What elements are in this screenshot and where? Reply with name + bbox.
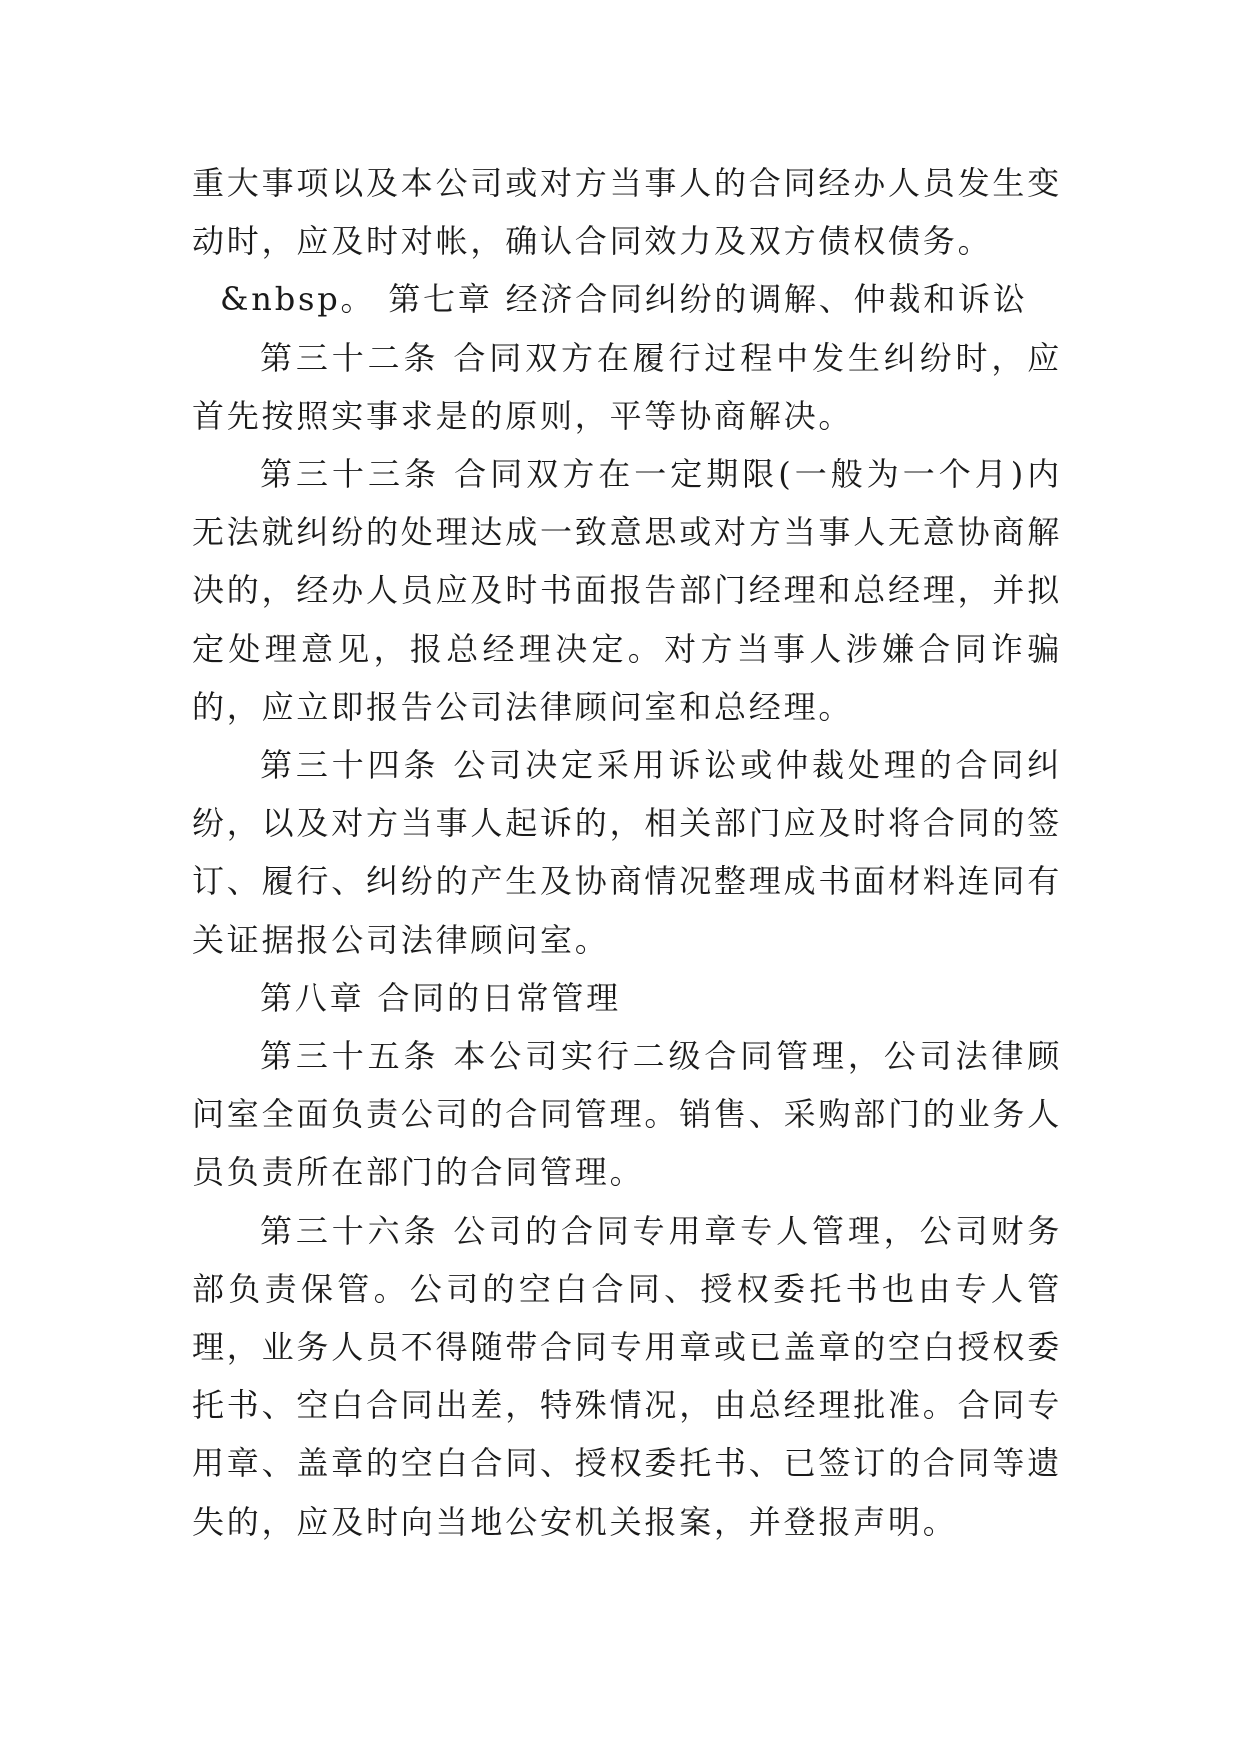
article-35: 第三十五条 本公司实行二级合同管理，公司法律顾问室全面负责公司的合同管理。销售、采购部门的业务人员负责所在部门的合同管理。 [192, 1037, 1063, 1192]
article-36: 第三十六条 公司的合同专用章专人管理，公司财务部负责保管。公司的空白合同、授权委托书也由专人管理，业务人员不得随带合同专用章或已盖章的空白授权委托书、空白合同出差，特殊情况，由总经理批准。合同专用章、盖章的空白合同、授权委托书、已签订的合同等遗失的，应及时向当地公安机关报案，并登报声明。 [192, 1211, 1063, 1541]
paragraph-continuation: 重大事项以及本公司或对方当事人的合同经办人员发生变动时，应及时对帐，确认合同效力及双方债权债务。 [192, 164, 1063, 261]
document-body [192, 154, 1062, 1551]
chapter-heading-8: 第八章 合同的日常管理 [260, 978, 621, 1017]
chapter-heading-7: &nbsp。 第七章 经济合同纠纷的调解、仲裁和诉讼 [220, 280, 1028, 319]
article-33: 第三十三条 合同双方在一定期限(一般为一个月)内无法就纠纷的处理达成一致意思或对方当事人无意协商解决的，经办人员应及时书面报告部门经理和总经理，并拟定处理意见，报总经理决定。对方当事人涉嫌合同诈骗的，应立即报告公司法律顾问室和总经理。 [192, 455, 1063, 726]
article-34: 第三十四条 公司决定采用诉讼或仲裁处理的合同纠纷，以及对方当事人起诉的，相关部门应及时将合同的签订、履行、纠纷的产生及协商情况整理成书面材料连同有关证据报公司法律顾问室。 [192, 746, 1063, 959]
article-32: 第三十二条 合同双方在履行过程中发生纠纷时，应首先按照实事求是的原则，平等协商解决。 [192, 338, 1062, 435]
